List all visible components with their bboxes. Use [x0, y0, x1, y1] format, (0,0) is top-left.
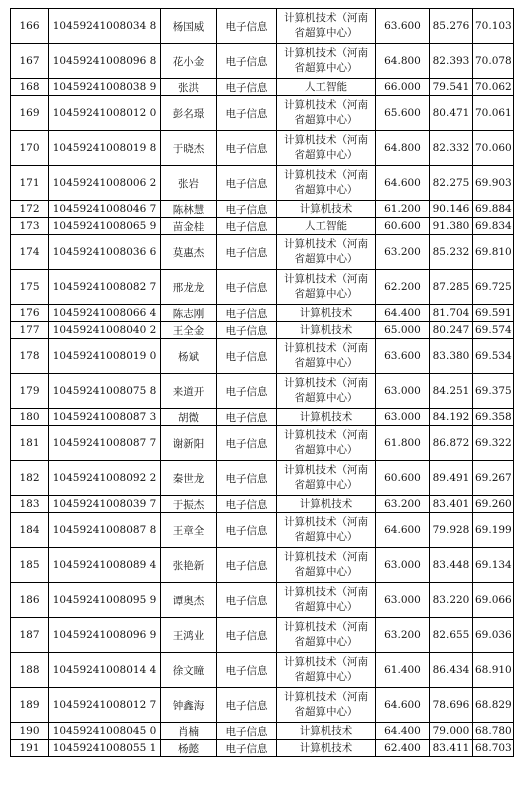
total-score-cell: 68.829	[473, 688, 514, 723]
first-score-cell: 66.000	[376, 79, 430, 96]
candidate-name-cell: 苗金桂	[161, 218, 217, 235]
second-score-cell: 87.285	[430, 270, 473, 305]
candidate-id-cell: 10459241008040 2	[49, 322, 161, 339]
major-cell: 电子信息	[217, 44, 277, 79]
major-cell: 电子信息	[217, 653, 277, 688]
direction-cell: 人工智能	[277, 79, 376, 96]
row-number-cell: 189	[11, 688, 49, 723]
first-score-cell: 65.000	[376, 322, 430, 339]
major-cell: 电子信息	[217, 270, 277, 305]
admission-score-table	[10, 8, 514, 757]
candidate-name-cell: 杨斌	[161, 339, 217, 374]
candidate-name-cell: 花小金	[161, 44, 217, 79]
first-score-cell: 64.400	[376, 305, 430, 322]
direction-cell: 计算机技术（河南省超算中心）	[277, 653, 376, 688]
major-cell: 电子信息	[217, 235, 277, 270]
direction-cell: 计算机技术	[277, 723, 376, 740]
row-number-cell: 168	[11, 79, 49, 96]
row-number-cell: 171	[11, 166, 49, 201]
candidate-id-cell: 10459241008096 9	[49, 618, 161, 653]
first-score-cell: 64.600	[376, 513, 430, 548]
table-row	[11, 548, 514, 583]
candidate-id-cell: 10459241008082 7	[49, 270, 161, 305]
first-score-cell: 63.600	[376, 9, 430, 44]
second-score-cell: 83.401	[430, 496, 473, 513]
second-score-cell: 82.275	[430, 166, 473, 201]
table-row	[11, 131, 514, 166]
major-cell: 电子信息	[217, 688, 277, 723]
table-row	[11, 461, 514, 496]
candidate-id-cell: 10459241008036 6	[49, 235, 161, 270]
candidate-name-cell: 彭名璟	[161, 96, 217, 131]
second-score-cell: 82.332	[430, 131, 473, 166]
major-cell: 电子信息	[217, 201, 277, 218]
candidate-id-cell: 10459241008055 1	[49, 740, 161, 757]
second-score-cell: 83.380	[430, 339, 473, 374]
major-cell: 电子信息	[217, 409, 277, 426]
row-number-cell: 179	[11, 374, 49, 409]
direction-cell: 计算机技术（河南省超算中心）	[277, 96, 376, 131]
first-score-cell: 64.800	[376, 44, 430, 79]
second-score-cell: 84.251	[430, 374, 473, 409]
direction-cell: 计算机技术	[277, 740, 376, 757]
second-score-cell: 82.655	[430, 618, 473, 653]
row-number-cell: 170	[11, 131, 49, 166]
major-cell: 电子信息	[217, 79, 277, 96]
second-score-cell: 83.411	[430, 740, 473, 757]
total-score-cell: 69.375	[473, 374, 514, 409]
row-number-cell: 183	[11, 496, 49, 513]
candidate-name-cell: 秦世龙	[161, 461, 217, 496]
row-number-cell: 169	[11, 96, 49, 131]
total-score-cell: 69.267	[473, 461, 514, 496]
direction-cell: 计算机技术（河南省超算中心）	[277, 461, 376, 496]
first-score-cell: 63.000	[376, 548, 430, 583]
row-number-cell: 166	[11, 9, 49, 44]
candidate-name-cell: 钟鑫海	[161, 688, 217, 723]
candidate-name-cell: 杨国威	[161, 9, 217, 44]
table-row	[11, 426, 514, 461]
major-cell: 电子信息	[217, 322, 277, 339]
candidate-id-cell: 10459241008012 0	[49, 96, 161, 131]
total-score-cell: 69.884	[473, 201, 514, 218]
first-score-cell: 64.600	[376, 688, 430, 723]
row-number-cell: 174	[11, 235, 49, 270]
row-number-cell: 184	[11, 513, 49, 548]
candidate-name-cell: 邢龙龙	[161, 270, 217, 305]
total-score-cell: 69.903	[473, 166, 514, 201]
direction-cell: 计算机技术（河南省超算中心）	[277, 166, 376, 201]
candidate-name-cell: 谢新阳	[161, 426, 217, 461]
direction-cell: 计算机技术	[277, 305, 376, 322]
second-score-cell: 83.448	[430, 548, 473, 583]
total-score-cell: 68.703	[473, 740, 514, 757]
second-score-cell: 78.696	[430, 688, 473, 723]
total-score-cell: 69.358	[473, 409, 514, 426]
table-row	[11, 44, 514, 79]
first-score-cell: 63.000	[376, 374, 430, 409]
table-row	[11, 96, 514, 131]
direction-cell: 计算机技术	[277, 496, 376, 513]
candidate-id-cell: 10459241008066 4	[49, 305, 161, 322]
major-cell: 电子信息	[217, 166, 277, 201]
first-score-cell: 62.200	[376, 270, 430, 305]
candidate-id-cell: 10459241008095 9	[49, 583, 161, 618]
direction-cell: 计算机技术	[277, 409, 376, 426]
candidate-id-cell: 10459241008034 8	[49, 9, 161, 44]
major-cell: 电子信息	[217, 740, 277, 757]
table-row	[11, 166, 514, 201]
table-row	[11, 322, 514, 339]
candidate-id-cell: 10459241008014 4	[49, 653, 161, 688]
second-score-cell: 91.380	[430, 218, 473, 235]
candidate-name-cell: 于振杰	[161, 496, 217, 513]
first-score-cell: 63.200	[376, 496, 430, 513]
table-row	[11, 235, 514, 270]
second-score-cell: 80.471	[430, 96, 473, 131]
row-number-cell: 186	[11, 583, 49, 618]
direction-cell: 计算机技术（河南省超算中心）	[277, 270, 376, 305]
table-row	[11, 218, 514, 235]
row-number-cell: 176	[11, 305, 49, 322]
candidate-id-cell: 10459241008045 0	[49, 723, 161, 740]
major-cell: 电子信息	[217, 426, 277, 461]
total-score-cell: 70.103	[473, 9, 514, 44]
second-score-cell: 82.393	[430, 44, 473, 79]
row-number-cell: 185	[11, 548, 49, 583]
total-score-cell: 68.910	[473, 653, 514, 688]
table-row	[11, 740, 514, 757]
total-score-cell: 69.134	[473, 548, 514, 583]
total-score-cell: 68.780	[473, 723, 514, 740]
table-row	[11, 305, 514, 322]
candidate-name-cell: 肖楠	[161, 723, 217, 740]
second-score-cell: 89.491	[430, 461, 473, 496]
first-score-cell: 60.600	[376, 218, 430, 235]
direction-cell: 计算机技术（河南省超算中心）	[277, 513, 376, 548]
total-score-cell: 69.260	[473, 496, 514, 513]
first-score-cell: 61.200	[376, 201, 430, 218]
first-score-cell: 61.400	[376, 653, 430, 688]
second-score-cell: 79.541	[430, 79, 473, 96]
candidate-id-cell: 10459241008092 2	[49, 461, 161, 496]
major-cell: 电子信息	[217, 496, 277, 513]
table-row	[11, 374, 514, 409]
candidate-name-cell: 张艳新	[161, 548, 217, 583]
row-number-cell: 173	[11, 218, 49, 235]
total-score-cell: 69.066	[473, 583, 514, 618]
direction-cell: 计算机技术（河南省超算中心）	[277, 374, 376, 409]
row-number-cell: 181	[11, 426, 49, 461]
candidate-id-cell: 10459241008012 7	[49, 688, 161, 723]
table-row	[11, 201, 514, 218]
second-score-cell: 79.000	[430, 723, 473, 740]
major-cell: 电子信息	[217, 9, 277, 44]
second-score-cell: 85.232	[430, 235, 473, 270]
direction-cell: 计算机技术（河南省超算中心）	[277, 339, 376, 374]
second-score-cell: 84.192	[430, 409, 473, 426]
major-cell: 电子信息	[217, 723, 277, 740]
total-score-cell: 69.534	[473, 339, 514, 374]
candidate-name-cell: 王全金	[161, 322, 217, 339]
direction-cell: 计算机技术（河南省超算中心）	[277, 44, 376, 79]
candidate-name-cell: 于晓杰	[161, 131, 217, 166]
row-number-cell: 180	[11, 409, 49, 426]
row-number-cell: 188	[11, 653, 49, 688]
table-row	[11, 653, 514, 688]
candidate-id-cell: 10459241008087 8	[49, 513, 161, 548]
second-score-cell: 90.146	[430, 201, 473, 218]
candidate-name-cell: 徐文瞳	[161, 653, 217, 688]
candidate-id-cell: 10459241008096 8	[49, 44, 161, 79]
total-score-cell: 69.036	[473, 618, 514, 653]
major-cell: 电子信息	[217, 618, 277, 653]
second-score-cell: 86.872	[430, 426, 473, 461]
candidate-id-cell: 10459241008019 0	[49, 339, 161, 374]
table-row	[11, 688, 514, 723]
first-score-cell: 64.400	[376, 723, 430, 740]
direction-cell: 计算机技术（河南省超算中心）	[277, 618, 376, 653]
first-score-cell: 63.000	[376, 409, 430, 426]
direction-cell: 计算机技术（河南省超算中心）	[277, 583, 376, 618]
first-score-cell: 61.800	[376, 426, 430, 461]
first-score-cell: 63.600	[376, 339, 430, 374]
table-row	[11, 9, 514, 44]
candidate-id-cell: 10459241008065 9	[49, 218, 161, 235]
total-score-cell: 69.574	[473, 322, 514, 339]
candidate-name-cell: 杨懿	[161, 740, 217, 757]
first-score-cell: 63.200	[376, 618, 430, 653]
row-number-cell: 177	[11, 322, 49, 339]
first-score-cell: 63.200	[376, 235, 430, 270]
first-score-cell: 60.600	[376, 461, 430, 496]
row-number-cell: 178	[11, 339, 49, 374]
first-score-cell: 64.600	[376, 166, 430, 201]
row-number-cell: 167	[11, 44, 49, 79]
candidate-id-cell: 10459241008038 9	[49, 79, 161, 96]
table-row	[11, 513, 514, 548]
table-row	[11, 270, 514, 305]
direction-cell: 计算机技术（河南省超算中心）	[277, 235, 376, 270]
major-cell: 电子信息	[217, 374, 277, 409]
row-number-cell: 182	[11, 461, 49, 496]
second-score-cell: 81.704	[430, 305, 473, 322]
total-score-cell: 70.061	[473, 96, 514, 131]
candidate-name-cell: 陈志刚	[161, 305, 217, 322]
candidate-name-cell: 张洪	[161, 79, 217, 96]
first-score-cell: 62.400	[376, 740, 430, 757]
candidate-id-cell: 10459241008089 4	[49, 548, 161, 583]
major-cell: 电子信息	[217, 339, 277, 374]
direction-cell: 计算机技术	[277, 322, 376, 339]
major-cell: 电子信息	[217, 461, 277, 496]
total-score-cell: 69.322	[473, 426, 514, 461]
table-row	[11, 496, 514, 513]
table-body	[11, 9, 514, 757]
candidate-name-cell: 胡微	[161, 409, 217, 426]
total-score-cell: 69.591	[473, 305, 514, 322]
candidate-name-cell: 陈林慧	[161, 201, 217, 218]
total-score-cell: 69.725	[473, 270, 514, 305]
major-cell: 电子信息	[217, 218, 277, 235]
candidate-id-cell: 10459241008039 7	[49, 496, 161, 513]
total-score-cell: 69.199	[473, 513, 514, 548]
total-score-cell: 69.810	[473, 235, 514, 270]
candidate-name-cell: 王鸿业	[161, 618, 217, 653]
candidate-id-cell: 10459241008046 7	[49, 201, 161, 218]
candidate-name-cell: 谭奥杰	[161, 583, 217, 618]
row-number-cell: 175	[11, 270, 49, 305]
major-cell: 电子信息	[217, 305, 277, 322]
major-cell: 电子信息	[217, 513, 277, 548]
candidate-name-cell: 莫惠杰	[161, 235, 217, 270]
second-score-cell: 80.247	[430, 322, 473, 339]
table-row	[11, 79, 514, 96]
major-cell: 电子信息	[217, 131, 277, 166]
total-score-cell: 70.078	[473, 44, 514, 79]
second-score-cell: 79.928	[430, 513, 473, 548]
table-row	[11, 723, 514, 740]
row-number-cell: 187	[11, 618, 49, 653]
row-number-cell: 190	[11, 723, 49, 740]
candidate-id-cell: 10459241008019 8	[49, 131, 161, 166]
candidate-id-cell: 10459241008006 2	[49, 166, 161, 201]
direction-cell: 计算机技术（河南省超算中心）	[277, 9, 376, 44]
row-number-cell: 191	[11, 740, 49, 757]
candidate-name-cell: 来道开	[161, 374, 217, 409]
candidate-id-cell: 10459241008087 3	[49, 409, 161, 426]
major-cell: 电子信息	[217, 583, 277, 618]
total-score-cell: 70.060	[473, 131, 514, 166]
row-number-cell: 172	[11, 201, 49, 218]
direction-cell: 计算机技术（河南省超算中心）	[277, 548, 376, 583]
candidate-name-cell: 张岩	[161, 166, 217, 201]
direction-cell: 计算机技术	[277, 201, 376, 218]
total-score-cell: 70.062	[473, 79, 514, 96]
major-cell: 电子信息	[217, 548, 277, 583]
first-score-cell: 63.000	[376, 583, 430, 618]
second-score-cell: 86.434	[430, 653, 473, 688]
table-row	[11, 583, 514, 618]
table-row	[11, 409, 514, 426]
direction-cell: 计算机技术（河南省超算中心）	[277, 688, 376, 723]
candidate-id-cell: 10459241008075 8	[49, 374, 161, 409]
direction-cell: 人工智能	[277, 218, 376, 235]
table-row	[11, 618, 514, 653]
direction-cell: 计算机技术（河南省超算中心）	[277, 131, 376, 166]
second-score-cell: 83.220	[430, 583, 473, 618]
major-cell: 电子信息	[217, 96, 277, 131]
total-score-cell: 69.834	[473, 218, 514, 235]
candidate-name-cell: 王章全	[161, 513, 217, 548]
candidate-id-cell: 10459241008087 7	[49, 426, 161, 461]
first-score-cell: 64.800	[376, 131, 430, 166]
first-score-cell: 65.600	[376, 96, 430, 131]
table-row	[11, 339, 514, 374]
second-score-cell: 85.276	[430, 9, 473, 44]
direction-cell: 计算机技术（河南省超算中心）	[277, 426, 376, 461]
